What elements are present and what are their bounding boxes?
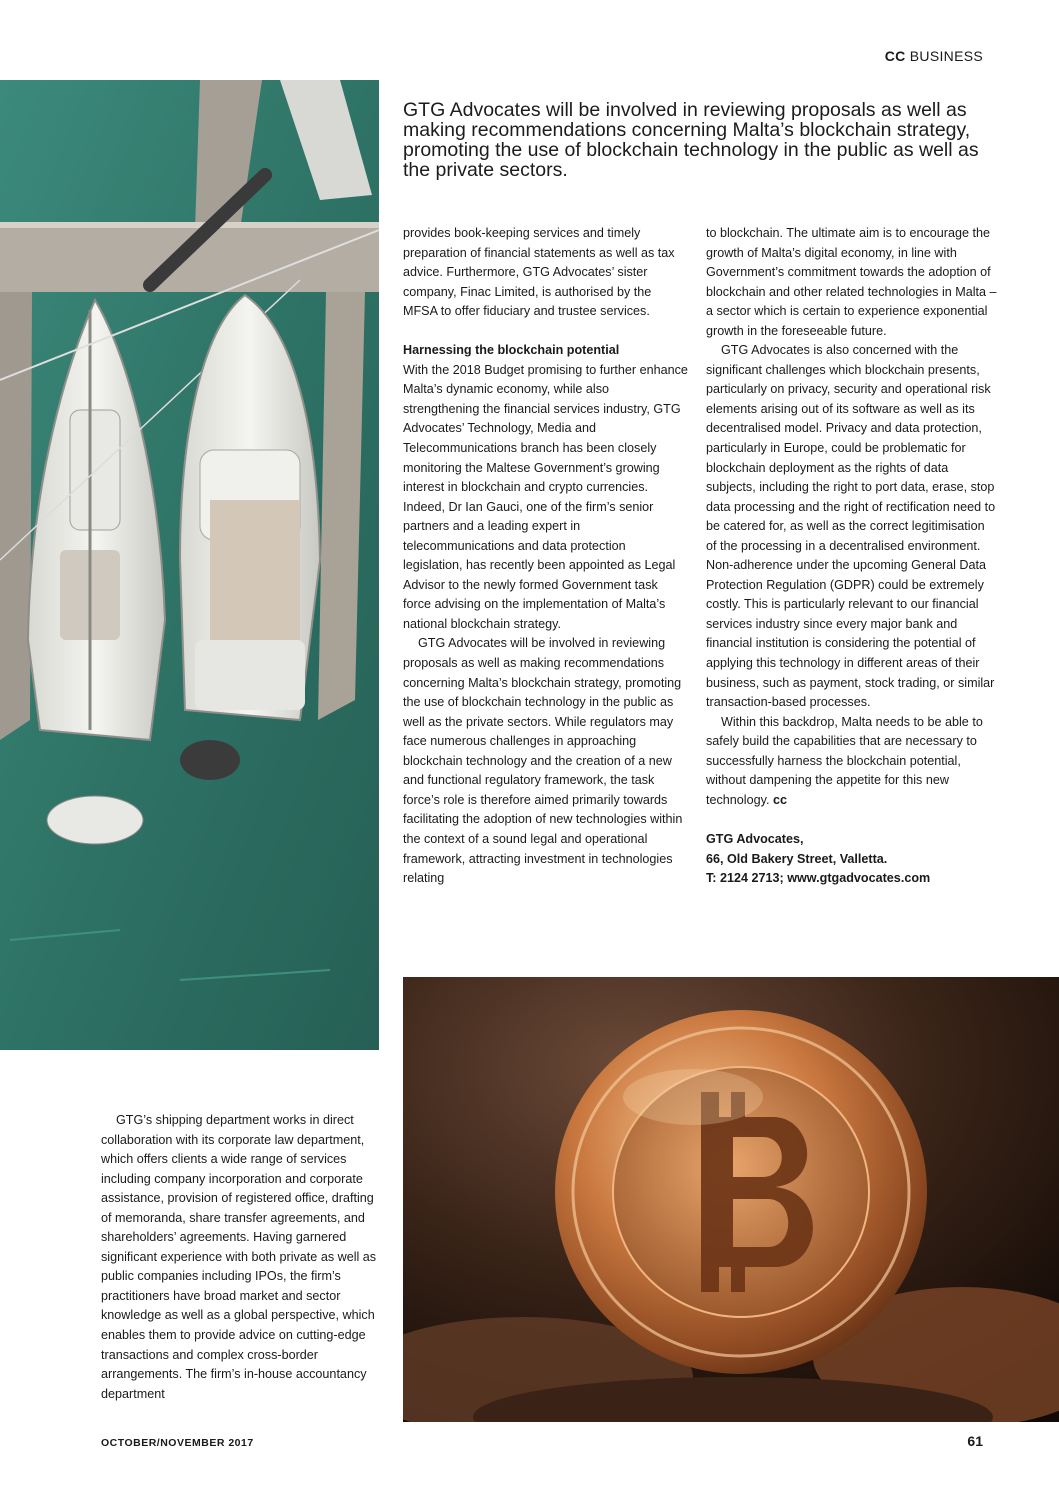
article-column-right xyxy=(706,224,998,889)
article-column-middle xyxy=(403,224,688,889)
article-column-left xyxy=(101,1111,377,1404)
contact-phone-web: T: 2124 2713; www.gtgadvocates.com xyxy=(706,871,931,886)
issue-date: OCTOBER/NOVEMBER 2017 xyxy=(101,1437,254,1449)
section-prefix: CC xyxy=(884,48,906,64)
closing-paragraph xyxy=(706,713,998,811)
contact-name: GTG Advocates, xyxy=(706,831,804,846)
bitcoin-coin-photo xyxy=(403,977,1059,1422)
section-header xyxy=(885,48,983,64)
body-paragraph: GTG’s shipping department works in direct collaboration with its corporate law department, which offers clients a wide range of services including company incorporation and corporate assistance, provision of registered office, drafting of memoranda, share transfer agreements, and shareholders’ agreements. Having garnered significant experience with both private as well as public companies including IPOs, the firm’s practitioners have broad market and sector knowledge as well as a global perspective, which enables them to provide advice on cutting-edge transactions and complex cross-border arrangements. The firm’s in-house accountancy department xyxy=(101,1113,377,1401)
body-paragraph: GTG Advocates is also concerned with the significant challenges which blockchain presents, particularly on privacy, security and operational risk elements arising out of its software as well as its decentralised model. Privacy and data protection, particularly in Europe, could be problematic for blockchain deployment as the rights of data subjects, including the right to port data, erase, stop data processing and the right of rectification need to be catered for, as well as the correct legitimisation of the processing in a decentralised environment. Non-adherence under the upcoming General Data Protection Regulation (GDPR) could be extremely costly. This is particularly relevant to our financial services industry since every major bank and financial institution is considering the potential of applying this technology in different areas of their business, such as payment, stock trading, or similar transaction-based processes. xyxy=(706,343,996,710)
section-subheading: Harnessing the blockchain potential xyxy=(403,343,620,358)
pull-quote: GTG Advocates will be involved in reviewing proposals as well as making recommendations concerning Malta’s blockchain strategy, promoting the use of blockchain technology in the public as well as the private sectors. xyxy=(403,99,979,181)
intro-paragraph: provides book-keeping services and timely preparation of financial statements as well as tax advice. Furthermore, GTG Advocates’ sister company, Finac Limited, is authorised by the MFSA to offer fiduciary and trustee services. xyxy=(403,226,675,319)
page-number: 61 xyxy=(967,1433,983,1449)
contact-address: 66, Old Bakery Street, Valletta. xyxy=(706,851,888,866)
body-paragraph: GTG Advocates will be involved in reviewing proposals as well as making recommendations concerning Malta’s blockchain strategy, promoting the use of blockchain technology in the public as well as the private sectors. While regulators may face numerous challenges in approaching blockchain technology and the creation of a new and functional regulatory framework, the task force’s role is therefore aimed primarily towards facilitating the adoption of new technologies within the context of a sound legal and operational framework, attracting investment in technologies relating xyxy=(403,636,683,886)
body-paragraph: With the 2018 Budget promising to further enhance Malta’s dynamic economy, while also strengthening the financial services industry, GTG Advocates’ Technology, Media and Telecommunications branch has been closely monitoring the Maltese Government’s growing interest in blockchain and crypto currencies. Indeed, Dr Ian Gauci, one of the firm’s senior partners and a leading expert in telecommunications and data protection legislation, has recently been appointed as Legal Advisor to the newly formed Government task force advising on the implementation of Malta’s national blockchain strategy. xyxy=(403,362,688,631)
marina-aerial-photo xyxy=(0,80,379,1050)
body-paragraph: to blockchain. The ultimate aim is to encourage the growth of Malta’s digital economy, in line with Government’s commitment towards the adoption of blockchain and other related technologies in Malta – a sector which is certain to experience exponential growth in the foreseeable future. xyxy=(706,226,997,338)
end-mark: cc xyxy=(772,792,787,807)
section-name: BUSINESS xyxy=(909,48,983,64)
closing-text: Within this backdrop, Malta needs to be able to safely build the capabilities that are necessary to successfully harness the blockchain potential, without dampening the appetite for this new technology. xyxy=(706,714,983,807)
